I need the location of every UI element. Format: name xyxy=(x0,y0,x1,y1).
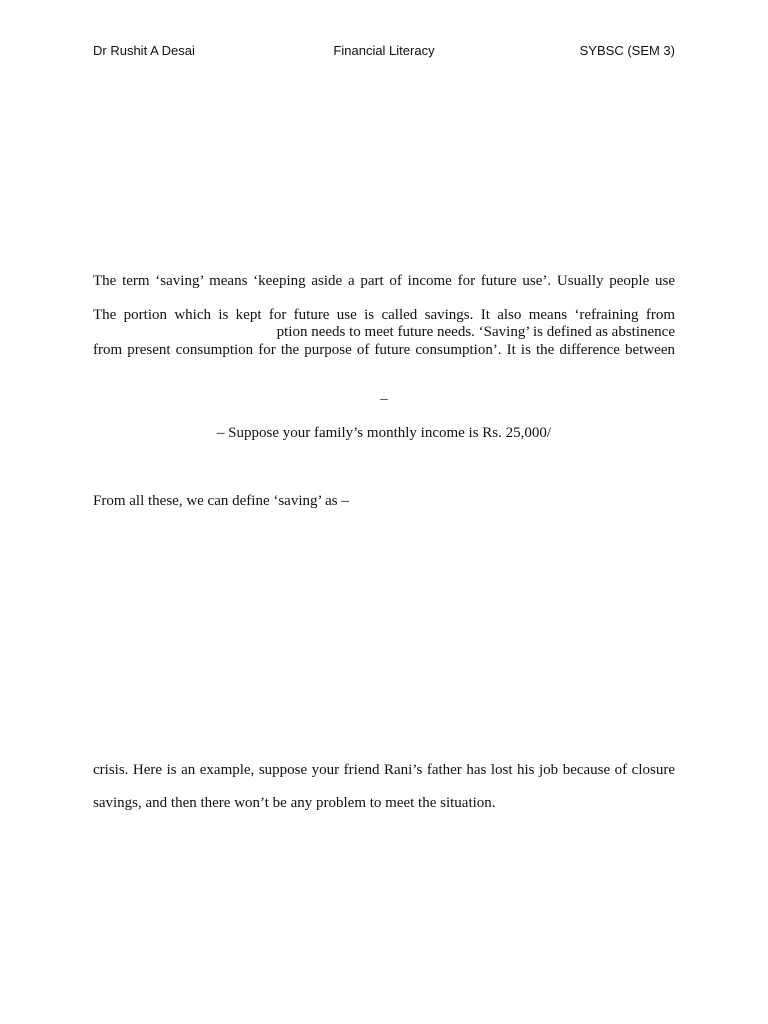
dash-line: – xyxy=(380,391,388,407)
paragraph-line-present-consumption: from present consumption for the purpose of future consumption’. It is the difference between xyxy=(93,342,675,358)
paragraph-line-saving-definition: The term ‘saving’ means ‘keeping aside a part of income for future use’. Usually people use xyxy=(93,273,675,289)
header-course: SYBSC (SEM 3) xyxy=(579,43,675,58)
crisis-example-line: crisis. Here is an example, suppose your friend Rani’s father has lost his job because of closure xyxy=(93,762,675,778)
savings-conclusion-line: savings, and then there won’t be any problem to meet the situation. xyxy=(93,795,496,811)
header-author: Dr Rushit A Desai xyxy=(93,43,195,58)
example-income-line: – Suppose your family’s monthly income is Rs. 25,000/ xyxy=(216,425,552,441)
paragraph-line-portion-savings: The portion which is kept for future use is called savings. It also means ‘refraining from xyxy=(93,307,675,323)
paragraph-line-future-needs: ption needs to meet future needs. ‘Saving’ is defined as abstinence xyxy=(276,324,675,340)
page-header xyxy=(93,42,675,60)
header-subject: Financial Literacy xyxy=(333,43,435,58)
define-saving-line: From all these, we can define ‘saving’ as – xyxy=(93,493,349,509)
